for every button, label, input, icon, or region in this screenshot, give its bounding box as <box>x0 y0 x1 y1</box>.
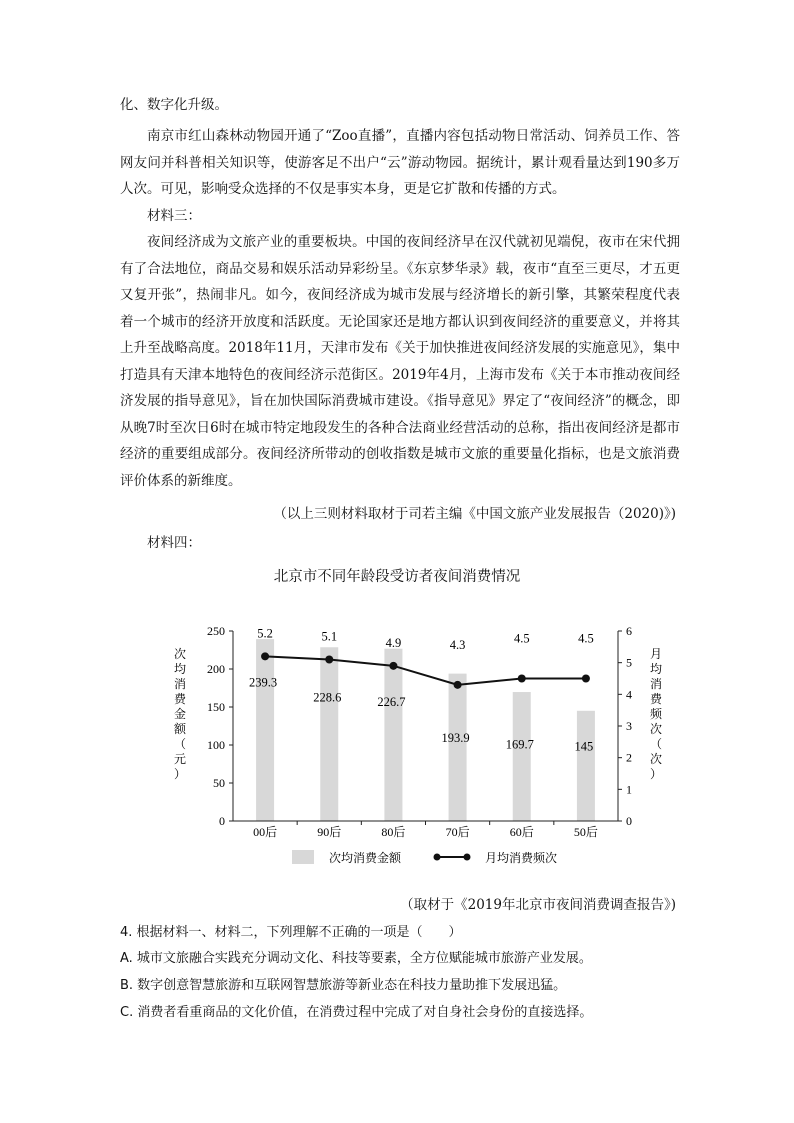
frequency-point-5 <box>582 675 590 683</box>
option-b: B. 数字创意智慧旅游和互联网智慧旅游等新业态在科技力量助推下发展迅猛。 <box>120 978 567 993</box>
frequency-line <box>265 656 586 685</box>
right-tick-label-2: 2 <box>626 750 632 765</box>
x-tick-label-2: 80后 <box>381 825 406 839</box>
right-tick-label-0: 0 <box>626 814 632 828</box>
left-tick-label-2: 100 <box>207 738 225 752</box>
bar-value-label-3: 193.9 <box>441 730 470 745</box>
right-tick-label-3: 3 <box>626 719 632 733</box>
question-4: 4. 根据材料一、材料二，下列理解不正确的一项是（ ） <box>120 925 462 940</box>
legend-bar-label: 次均消费金额 <box>329 851 402 865</box>
legend-line-label: 月均消费频次 <box>485 851 558 865</box>
frequency-label-0: 5.2 <box>257 626 273 641</box>
legend-line-dot-left <box>434 854 441 861</box>
legend-bar-swatch <box>292 850 314 864</box>
left-tick-label-4: 200 <box>207 662 225 676</box>
material-four-heading: 材料四： <box>147 535 201 551</box>
bar-value-label-0: 239.3 <box>249 675 278 690</box>
bar-value-label-5: 145 <box>574 739 594 754</box>
combo-chart <box>0 600 794 900</box>
bar-4 <box>513 692 531 821</box>
frequency-label-5: 4.5 <box>578 631 594 646</box>
right-tick-label-5: 5 <box>626 655 632 670</box>
frequency-label-2: 4.9 <box>385 635 402 650</box>
frequency-point-0 <box>261 652 269 660</box>
chart-title: 北京市不同年龄段受访者夜间消费情况 <box>273 569 521 585</box>
x-tick-label-3: 70后 <box>445 825 470 839</box>
option-a: A. 城市文旅融合实践充分调动文化、科技等要素，全方位赋能城市旅游产业发展。 <box>120 951 592 966</box>
x-tick-label-0: 00后 <box>253 825 278 839</box>
frequency-label-4: 4.5 <box>513 631 530 646</box>
bar-1 <box>320 647 338 821</box>
left-tick-label-0: 0 <box>219 814 225 828</box>
left-tick-label-1: 50 <box>213 776 225 790</box>
paragraph-continuation: 化、数字化升级。 <box>120 97 228 113</box>
paragraph-zoo-live: 南京市红山森林动物园开通了“Zoo直播”，直播内容包括动物日常活动、饲养员工作、答网友问并科普相关知识等，使游客足不出户“云”游动物园。据统计，累计观看量达到190多万人次。可见，影响受众选择的不仅是事实本身，更是它扩散和传播的方式。 <box>120 128 680 197</box>
source-citation-1: （以上三则材料取材于司若主编《中国文旅产业发展报告（2020)》) <box>273 506 676 522</box>
right-tick-label-6: 6 <box>626 624 632 638</box>
frequency-point-2 <box>389 662 397 670</box>
x-tick-label-1: 90后 <box>317 825 342 839</box>
legend-line-dot-right <box>464 854 471 861</box>
frequency-label-1: 5.1 <box>321 629 338 644</box>
left-tick-label-5: 250 <box>207 624 225 638</box>
bar-0 <box>256 639 274 821</box>
bar-value-label-1: 228.6 <box>313 690 342 705</box>
y-axis-label-right: 月均消费频次（次） <box>649 647 663 781</box>
source-citation-2: （取材于《2019年北京市夜间消费调查报告》) <box>400 897 676 913</box>
frequency-point-4 <box>518 675 526 683</box>
bar-value-label-4: 169.7 <box>505 737 534 752</box>
frequency-point-1 <box>325 656 333 664</box>
right-tick-label-1: 1 <box>626 782 632 797</box>
option-c: C. 消费者看重商品的文化价值，在消费过程中完成了对自身社会身份的直接选择。 <box>120 1005 593 1020</box>
right-tick-label-4: 4 <box>626 687 632 702</box>
y-axis-label-left: 次均消费金额（元） <box>173 647 187 781</box>
x-tick-label-4: 60后 <box>509 825 534 839</box>
material-three-heading: 材料三： <box>147 208 201 224</box>
left-tick-label-3: 150 <box>207 700 225 714</box>
x-tick-label-5: 50后 <box>573 825 598 839</box>
bar-5 <box>574 711 595 821</box>
bar-3 <box>449 674 467 821</box>
bar-value-label-2: 226.7 <box>377 694 406 709</box>
paragraph-night-economy: 夜间经济成为文旅产业的重要板块。中国的夜间经济早在汉代就初见端倪，夜市在宋代拥有了合法地位，商品交易和娱乐活动异彩纷呈。《东京梦华录》载，夜市“直至三更尽，才五更又复开张”，热闹非凡。如今，夜间经济成为城市发展与经济增长的新引擎，其繁荣程度代表着一个城市的经济开放度和活跃度。无论国家还是地方都认识到夜间经济的重要意义，并将其上升至战略高度。2018年11月，天津市发布《关于加快推进夜间经济发展的实施意见》，集中打造具有天津本地特色的夜间经济示范街区。2019年4月，上海市发布《关于本市推动夜间经济发展的指导意见》，旨在加快国际消费城市建设。《指导意见》界定了“夜间经济”的概念，即从晚7时至次日6时在城市特定地段发生的各种合法商业经营活动的总称，指出夜间经济是都市经济的重要组成部分。夜间经济所带动的创收指数是城市文旅的重要量化指标，也是文旅消费评价体系的新维度。 <box>120 234 680 489</box>
frequency-label-3: 4.3 <box>449 637 466 652</box>
frequency-point-3 <box>454 681 462 689</box>
bar-2 <box>384 649 402 821</box>
